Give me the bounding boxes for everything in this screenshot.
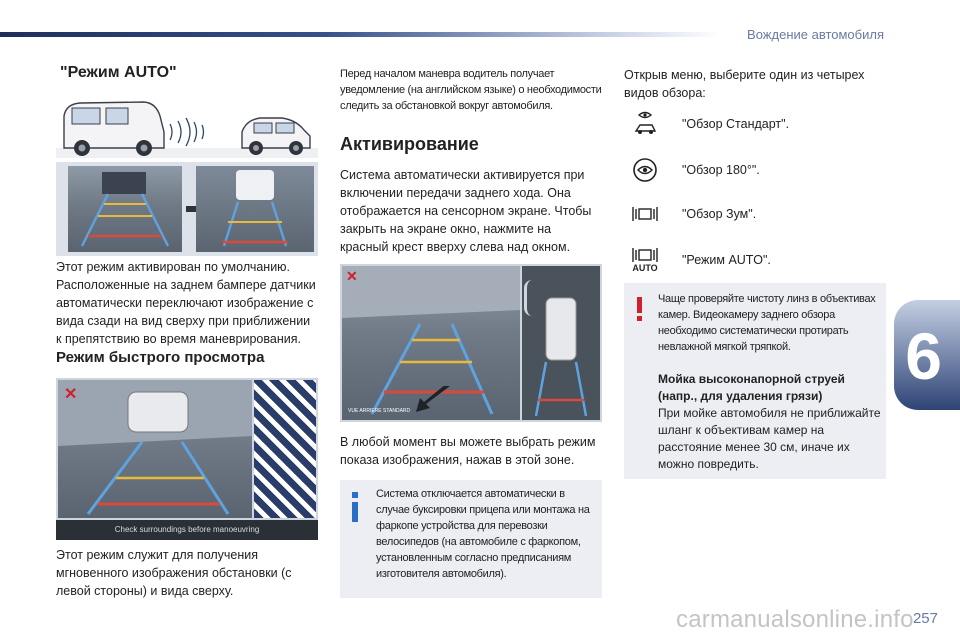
view-option-auto[interactable] (630, 244, 771, 276)
screen-caption: Check surroundings before manoeuvring (56, 520, 318, 540)
auto-mode-screens (56, 162, 318, 256)
chapter-number: 6 (905, 319, 942, 393)
van-and-car-icon (56, 94, 318, 158)
left-camera-view (58, 380, 252, 518)
info-box (340, 480, 602, 598)
view-select-zone[interactable] (524, 280, 547, 316)
view-option-label: "Обзор Стандарт". (682, 117, 790, 131)
notice-intro: Перед началом маневра водитель получает уведомление (на английском языке) о необходимости следить за обстановкой вокруг автомобиля. (340, 68, 602, 112)
warning-text: Чаще проверяйте чистоту линз в объективах камер. Видеокамеру заднего обзора необходимо систематически протирать невлажной мягкой тряпкой. (658, 293, 876, 353)
watermark: carmanualsonline.info (676, 606, 914, 633)
activation-heading: Активирование (340, 134, 479, 154)
activation-description: Система автоматически активируется при включении передачи заднего хода. Она отображается на сенсорном экране. Чтобы закрыть на экране окно, нажмите на красный крест вверху слева над окном. (340, 168, 592, 254)
info-icon (352, 492, 358, 522)
view-option-zoom[interactable] (630, 198, 757, 230)
activation-screen (340, 264, 602, 422)
top-camera-view (196, 166, 314, 252)
standard-view-icon (630, 109, 660, 139)
info-text: Система отключается автоматически в случае буксировки прицепа или монтажа на фаркопе устройства для перевозки велосипедов (на автомобиле с фаркопом, установленным согласно предписаниям изготовителя автомобиля). (376, 488, 590, 580)
view-option-180[interactable] (630, 154, 760, 186)
view-select-arrow-icon (416, 386, 450, 417)
close-icon[interactable]: ✕ (64, 386, 78, 403)
wash-heading: Мойка высоконапорной струей (напр., для удаления грязи) (658, 372, 845, 403)
header-bar (0, 32, 720, 37)
view-option-label: "Обзор Зум". (682, 207, 757, 221)
quick-view-heading: Режим быстрого просмотра (56, 349, 265, 366)
view-option-standard[interactable] (630, 108, 790, 140)
rear-camera-view (68, 166, 182, 252)
header-title: Вождение автомобиля (747, 27, 884, 42)
auto-icon-text: AUTO (632, 263, 658, 273)
sensor-illustration (56, 94, 318, 158)
wash-text: При мойке автомобиля не приближайте шланг к объективам камер на расстояние менее 30 см, иначе их можно повредить. (658, 406, 881, 471)
view-180-icon (630, 155, 660, 185)
views-intro: Открыв меню, выберите один из четырех видов обзора: (624, 68, 865, 100)
quick-view-screen (56, 378, 318, 540)
warning-icon (636, 297, 642, 321)
quick-view-description: Этот режим служит для получения мгновенного изображения обстановки (с левой стороны) и вида сверху. (56, 548, 292, 598)
warning-box (624, 283, 886, 479)
auto-mode-description: Этот режим активирован по умолчанию. Расположенные на заднем бампере датчики автоматически переключают изображение с вида сзади на вид сверху при приближении к препятствию во время маневрирования. (56, 260, 316, 346)
close-icon[interactable]: ✕ (346, 268, 358, 284)
view-option-label: "Режим AUTO". (682, 253, 771, 267)
guide-lines (68, 166, 182, 252)
top-view-placeholder (254, 380, 316, 518)
view-select-description: В любой момент вы можете выбрать режим показа изображения, нажав в этой зоне. (340, 435, 596, 467)
view-option-label: "Обзор 180°". (682, 163, 760, 177)
auto-mode-heading: "Режим AUTO" (60, 64, 177, 81)
zoom-view-icon (630, 199, 660, 229)
screen-mode-label: VUE ARRIERE STANDARD (348, 408, 411, 414)
auto-mode-icon (630, 245, 660, 275)
page-number: 257 (912, 610, 938, 627)
